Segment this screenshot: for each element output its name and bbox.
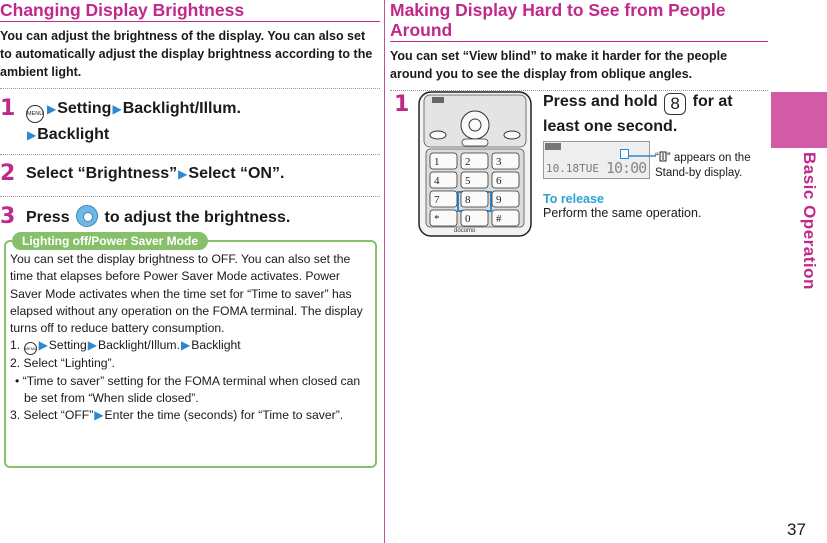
info-list-item-2: 2. Select “Lighting”. [10,356,116,371]
arrow-right-icon: ▶ [112,102,122,116]
keypad-key-label: 6 [496,175,502,187]
info-box-title: Lighting off/Power Saver Mode [12,232,208,250]
step-text: Setting [57,100,112,117]
info-list-item-1 [10,337,372,355]
view-blind-icon [659,151,667,162]
step-number: 1 [394,92,410,117]
info-bullet: • “Time to saver” setting for the FOMA terminal when closed can be set from “When slide closed”. [15,373,361,406]
arrow-right-icon: ▶ [94,408,104,423]
keypad-key-label: 3 [496,156,502,168]
display-time: 10:00 [606,159,647,177]
keypad-key-label: 0 [465,213,471,225]
step-text: Press and hold [543,93,658,110]
arrow-right-icon: ▶ [180,338,191,353]
list-number: 1. [10,338,21,353]
list-text: Backlight [191,338,241,353]
keypad-key-label: 4 [434,175,440,187]
step-text: Select “Brightness” [26,165,178,182]
list-text: Backlight/Illum. [97,338,180,353]
step-text: Press [26,209,70,226]
key-8-icon: 8 [664,93,686,115]
section-title-brightness: Changing Display Brightness [0,0,245,20]
callout-text [655,151,770,181]
callout-part: ” appears on the Stand-by display. [655,152,751,179]
phone-illustration [418,91,532,237]
dotted-divider [0,154,380,155]
step-text: to adjust the brightness. [104,209,291,226]
step-number: 2 [0,161,16,186]
nav-key-icon [76,205,98,227]
keypad-key-label: 7 [434,194,440,206]
list-text: 3. Select “OFF” [10,408,94,423]
info-paragraph: You can set the display brightness to OFF. You can also set the time that elapses before Power Saver Mode activates. Power Saver Mode activates when the time set for “Time to saver” has elapsed without any operation on the FOMA terminal. The display turns off to reduce battery consumption. [10,252,363,336]
arrow-right-icon: ▶ [38,338,48,353]
arrow-right-icon: ▶ [47,102,57,116]
keypad-key-label: 8 [465,194,471,206]
sidebar-tab-marker [771,92,827,148]
keypad-key-label: 9 [496,194,502,206]
callout-line [628,151,656,161]
display-date: 10.18TUE [546,162,599,175]
sidebar-label: Basic Operation [800,152,819,290]
step-text: Select “ON”. [188,165,285,182]
title-rule [0,21,380,22]
keypad-key-label: 1 [434,156,440,168]
step-2 [0,162,380,186]
dotted-divider [0,88,380,89]
callout-part: “ [655,152,659,164]
release-text: Perform the same operation. [543,206,702,220]
step-3 [0,205,380,229]
keypad-key-label: # [496,213,502,225]
step-number: 3 [0,204,16,229]
dotted-divider [0,196,380,197]
step-1 [0,97,380,147]
step-text: for at least one second. [543,93,733,135]
status-icons [545,143,561,150]
arrow-right-icon: ▶ [27,128,37,142]
section-title-view-blind: Making Display Hard to See from People Around [390,0,726,40]
keypad-key-label: 2 [465,156,471,168]
info-list-item-3 [10,407,372,424]
step-number: 1 [0,96,16,121]
release-heading: To release [543,192,604,206]
step-1-right [543,90,768,138]
title-rule [390,41,768,42]
step-text: Backlight [37,126,110,143]
phone-brand: docomo [454,228,476,234]
arrow-right-icon: ▶ [87,338,97,353]
left-column [0,0,380,229]
right-column [390,0,768,91]
list-text: Enter the time (seconds) for “Time to saver”. [104,408,344,423]
menu-key-icon: MENU [24,342,37,355]
keypad-key-label: 5 [465,175,471,187]
list-text: Setting [48,338,87,353]
page-number: 37 [787,520,806,539]
intro-text: You can set “View blind” to make it harder for the people around you to see the display from oblique angles. [390,49,728,81]
step-text: Backlight/Illum. [122,100,241,117]
menu-key-icon: MENU [26,105,44,123]
intro-text: You can adjust the brightness of the display. You can also set to automatically adjust the display brightness according to the ambient light. [0,29,373,79]
column-divider [384,0,385,543]
arrow-right-icon: ▶ [178,167,188,181]
info-box-body [10,251,372,425]
keypad-key-label: * [434,213,440,225]
